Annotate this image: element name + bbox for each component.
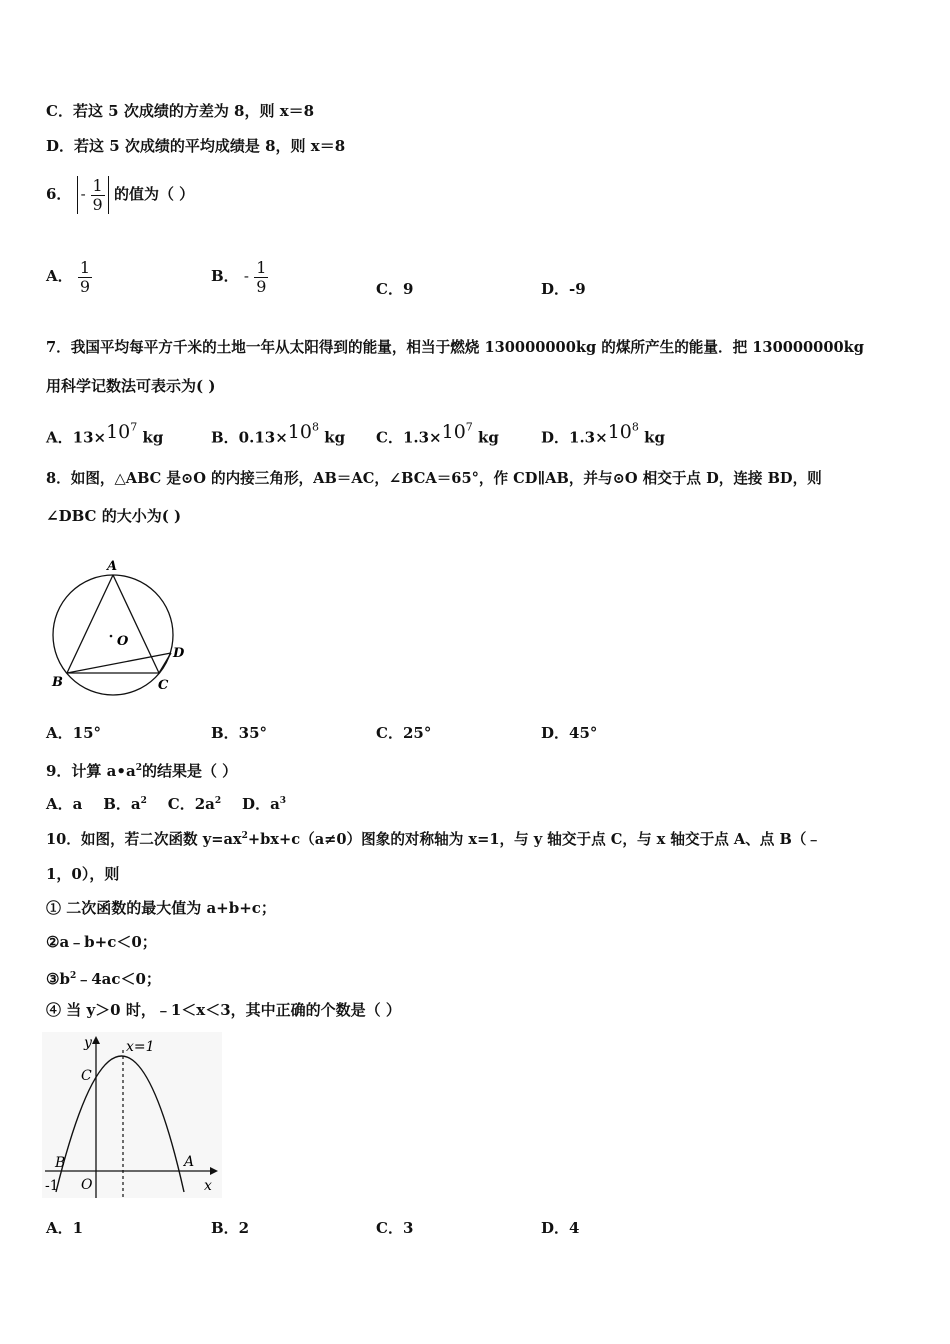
q8-label-b: B	[52, 675, 63, 690]
q6-stem-tail: 的值为（ ）	[113, 185, 195, 203]
q6-option-a-num: 1	[79, 257, 91, 277]
q6-option-d: D．-9	[541, 280, 586, 298]
q7-option-c-pre: C．1.3×	[376, 428, 442, 447]
q8-option-d: D．45°	[541, 724, 598, 742]
q6-stem	[46, 176, 194, 214]
q7-option-b-base: 10	[287, 421, 312, 444]
q6-option-a	[46, 256, 92, 296]
q10-parabola-figure	[40, 1030, 225, 1202]
q7-option-d-exp: 8	[631, 421, 639, 434]
q6-option-b-minus: -	[243, 267, 249, 285]
q6-number: 6．	[46, 185, 72, 203]
q10-option-b: B．2	[211, 1219, 250, 1237]
q5-option-c: C．若这 5 次成绩的方差为 8，则 x＝8	[46, 102, 315, 120]
q7-option-d-base: 10	[607, 421, 632, 444]
q9-option-b-exp: 2	[140, 796, 147, 806]
q9-options-ab: A．a B．a	[46, 795, 141, 813]
q10-option-c: C．3	[376, 1219, 414, 1237]
q8-label-d: D	[173, 646, 185, 661]
q10-label-axis: x=1	[126, 1039, 155, 1055]
q9-option-d: D．a	[221, 795, 280, 813]
q10-statement-1: ① 二次函数的最大值为 a+b+c；	[46, 899, 276, 917]
q10-statement-3-pre: ③b	[46, 970, 70, 988]
q7-stem-line2: 用科学记数法可表示为( )	[46, 377, 216, 395]
q6-option-b-label: B．	[211, 267, 239, 285]
q10-stem-line2: 1，0），则	[46, 865, 120, 883]
q7-option-d-power	[608, 421, 639, 443]
q6-option-a-fraction	[78, 259, 92, 296]
q7-option-d-unit: kg	[644, 428, 665, 447]
q8-option-b: B．35°	[211, 724, 268, 742]
q8-label-o: O	[117, 634, 129, 649]
q7-option-c-unit: kg	[478, 428, 499, 447]
q10-label-c: C	[81, 1068, 92, 1084]
q10-statement-3	[46, 966, 161, 989]
q8-label-a: A	[107, 559, 118, 574]
q10-label-b: B	[55, 1155, 66, 1171]
q9-stem-post: 的结果是（ ）	[141, 762, 238, 780]
q8-option-a: A．15°	[46, 724, 102, 742]
q7-stem-line1: 7．我国平均每平方千米的土地一年从太阳得到的能量，相当于燃烧 130000000kg 的煤所产生的能量．把 130000000kg	[46, 339, 864, 356]
q6-option-b	[211, 256, 268, 296]
q6-frac-den: 9	[92, 194, 103, 214]
q8-label-c: C	[158, 678, 169, 693]
q10-label-neg1: -1	[45, 1178, 59, 1194]
q6-option-b-den: 9	[256, 276, 267, 296]
q7-option-b-power	[288, 421, 319, 443]
q6-fraction	[91, 177, 105, 214]
q7-option-a-exp: 7	[130, 421, 138, 434]
q9-stem-exp: 2	[135, 763, 142, 773]
q10-stem-post: +bx+c（a≠0）图象的对称轴为 x=1，与 y 轴交于点 C，与 x 轴交于点 A、点 B（﹣	[247, 830, 821, 848]
q8-center-dot	[110, 635, 113, 638]
q10-label-a: A	[184, 1154, 195, 1170]
q8-option-c: C．25°	[376, 724, 432, 742]
q10-stem-line1	[46, 826, 821, 850]
q6-option-c: C．9	[376, 280, 414, 298]
q10-statement-4: ④ 当 y＞0 时，﹣1＜x＜3，其中正确的个数是（ ）	[46, 1001, 401, 1019]
q7-option-c	[376, 422, 499, 447]
q10-stem-pre: 10．如图，若二次函数 y=ax	[46, 830, 242, 848]
q9-stem	[46, 758, 237, 781]
q6-option-b-fraction	[254, 259, 268, 296]
q9-option-c-exp: 2	[214, 796, 222, 806]
q7-option-c-base: 10	[441, 421, 466, 444]
q8-segment-cd	[159, 653, 171, 673]
q8-circle-figure	[40, 552, 200, 700]
q7-option-d	[541, 422, 665, 447]
q6-option-a-den: 9	[79, 276, 91, 296]
q6-option-a-label: A．	[46, 267, 73, 285]
q7-option-a-power	[106, 421, 137, 443]
q7-option-b-unit: kg	[324, 428, 346, 447]
q9-option-d-exp: 3	[279, 796, 287, 806]
q5-option-d: D．若这 5 次成绩的平均成绩是 8，则 x＝8	[46, 137, 346, 155]
q7-option-a-pre: A．13×	[46, 428, 107, 447]
q7-option-b	[211, 422, 345, 447]
q10-statement-3-post: ﹣4ac＜0；	[76, 970, 161, 988]
q10-label-x: x	[204, 1178, 212, 1194]
q10-option-a: A．1	[46, 1219, 84, 1237]
q8-stem-line1: 8．如图，△ABC 是⊙O 的内接三角形，AB＝AC，∠BCA＝65°，作 CD∥AB，并与⊙O 相交于点 D，连接 BD，则	[46, 470, 822, 487]
q8-segment-bd	[67, 653, 171, 673]
q6-option-b-num: 1	[256, 257, 267, 277]
q10-label-y: y	[84, 1035, 92, 1051]
q9-option-c: C．2a	[146, 795, 215, 813]
q6-minus: -	[80, 185, 86, 204]
q10-stem-exp: 2	[241, 831, 248, 841]
q10-statement-2: ②a﹣b+c＜0；	[46, 933, 157, 951]
q10-option-d: D．4	[541, 1219, 580, 1237]
q10-label-o: O	[81, 1177, 93, 1193]
q10-statement-3-exp: 2	[69, 971, 77, 981]
q9-stem-pre: 9．计算 a•a	[46, 762, 136, 780]
q6-frac-num: 1	[92, 175, 103, 195]
q7-option-c-exp: 7	[465, 421, 473, 434]
q8-circle	[53, 575, 173, 695]
q6-absolute-value	[77, 176, 109, 214]
q7-option-b-exp: 8	[311, 421, 319, 434]
q7-option-c-power	[442, 421, 473, 443]
q10-figure-background	[42, 1032, 222, 1198]
q8-stem-line2: ∠DBC 的大小为( )	[46, 507, 182, 525]
q7-option-a	[46, 422, 163, 447]
q9-options	[46, 791, 286, 814]
q7-option-a-unit: kg	[142, 428, 164, 447]
q7-option-a-base: 10	[106, 421, 131, 444]
q7-option-b-pre: B．0.13×	[211, 428, 288, 447]
q7-option-d-pre: D．1.3×	[541, 428, 608, 447]
